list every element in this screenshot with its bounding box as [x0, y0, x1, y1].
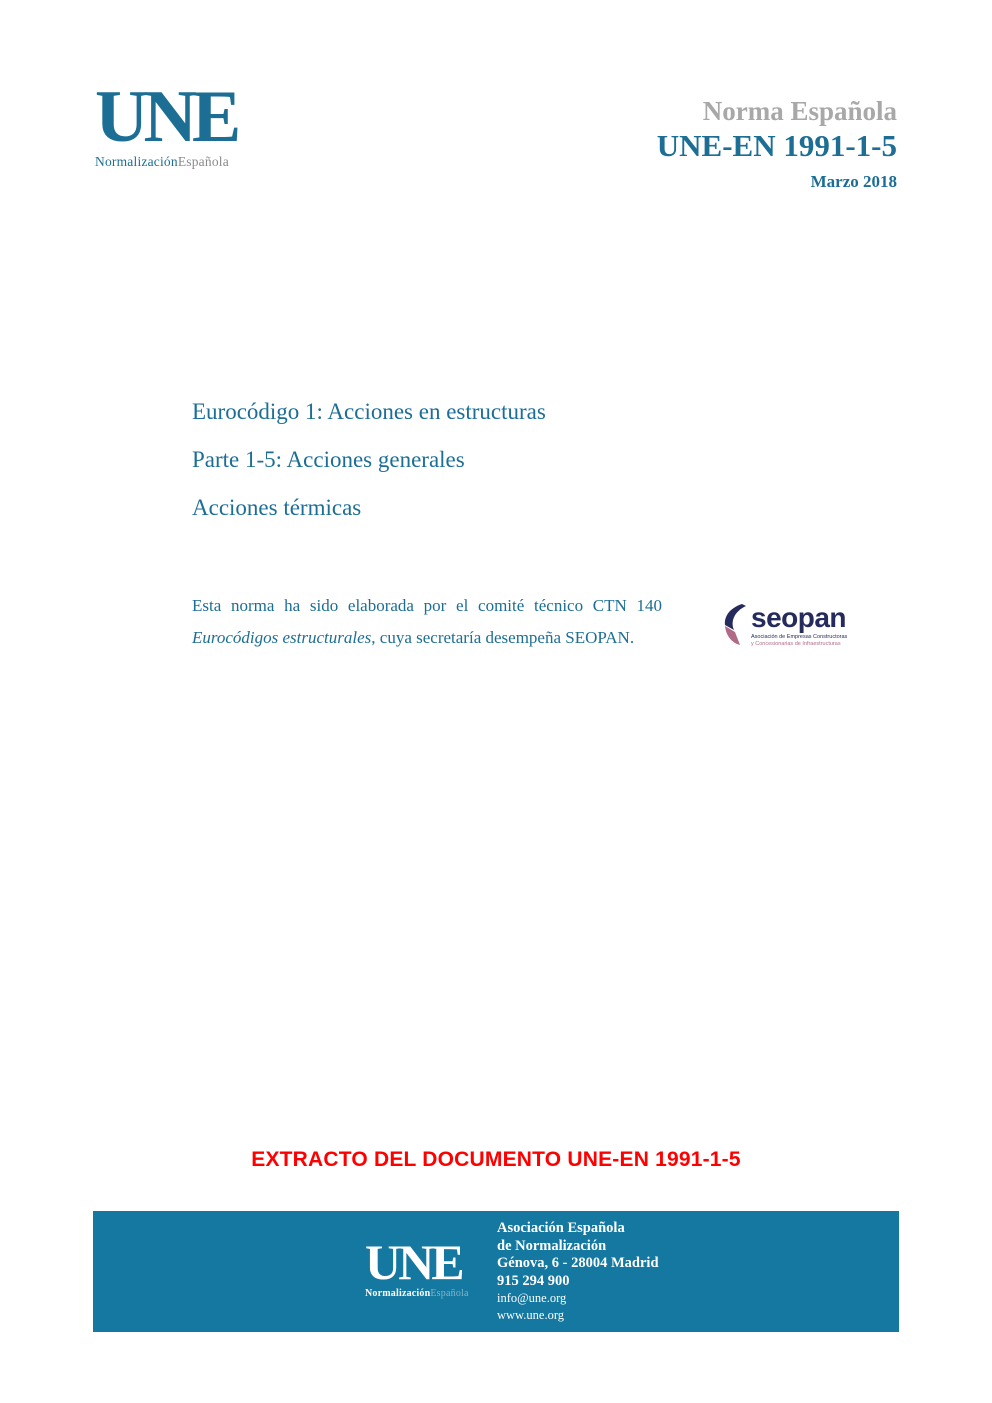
document-title-line3: Acciones térmicas	[192, 495, 362, 520]
seopan-tagline-line2: y Concesionarias de Infraestructuras	[751, 641, 841, 647]
une-logo-subtitle-secondary: Española	[177, 154, 229, 170]
une-footer-subtitle-secondary: Española	[430, 1288, 469, 1299]
committee-paragraph	[192, 590, 662, 654]
footer-org-name-line2: de Normalización	[497, 1237, 607, 1254]
une-logo-wordmark: UNE	[95, 76, 237, 158]
document-code: UNE-EN 1991-1-5	[656, 128, 897, 164]
une-footer-subtitle-primary: Normalización	[365, 1288, 431, 1299]
une-logo	[95, 76, 245, 170]
document-type-label: Norma Española	[702, 96, 897, 126]
une-footer-logo	[365, 1234, 495, 1299]
document-date: Marzo 2018	[810, 172, 897, 192]
une-logo-subtitle-primary: Normalización	[95, 154, 178, 170]
footer-bar	[93, 1211, 899, 1332]
une-footer-logo-wordmark: UNE	[365, 1234, 462, 1290]
document-title-line1: Eurocódigo 1: Acciones en estructuras	[192, 399, 546, 424]
document-title	[192, 388, 546, 532]
seopan-tagline	[751, 634, 847, 648]
footer-email: info@une.org	[497, 1291, 567, 1305]
committee-italic-text: Eurocódigos estructurales	[192, 628, 372, 647]
footer-address-block	[497, 1220, 659, 1324]
footer-street-address: Génova, 6 - 28004 Madrid	[497, 1255, 659, 1271]
footer-phone: 915 294 900	[497, 1272, 570, 1289]
document-header	[657, 95, 897, 192]
seopan-logo	[722, 603, 882, 648]
footer-website: www.une.org	[497, 1308, 565, 1322]
seopan-tagline-line1: Asociación de Empresas Constructoras	[751, 634, 848, 640]
seopan-swoosh-icon	[722, 603, 748, 647]
une-footer-logo-subtitle	[365, 1288, 495, 1299]
une-logo-subtitle	[95, 154, 245, 170]
document-title-line2: Parte 1-5: Acciones generales	[192, 447, 465, 472]
footer-org-name-line1: Asociación Española	[497, 1220, 625, 1236]
committee-text-after: , cuya secretaría desempeña SEOPAN.	[371, 628, 635, 647]
committee-text-before: Esta norma ha sido elaborada por el comité técnico CTN 140	[192, 596, 662, 615]
seopan-wordmark: seopan	[751, 602, 847, 633]
extract-notice: EXTRACTO DEL DOCUMENTO UNE-EN 1991-1-5	[251, 1148, 741, 1171]
